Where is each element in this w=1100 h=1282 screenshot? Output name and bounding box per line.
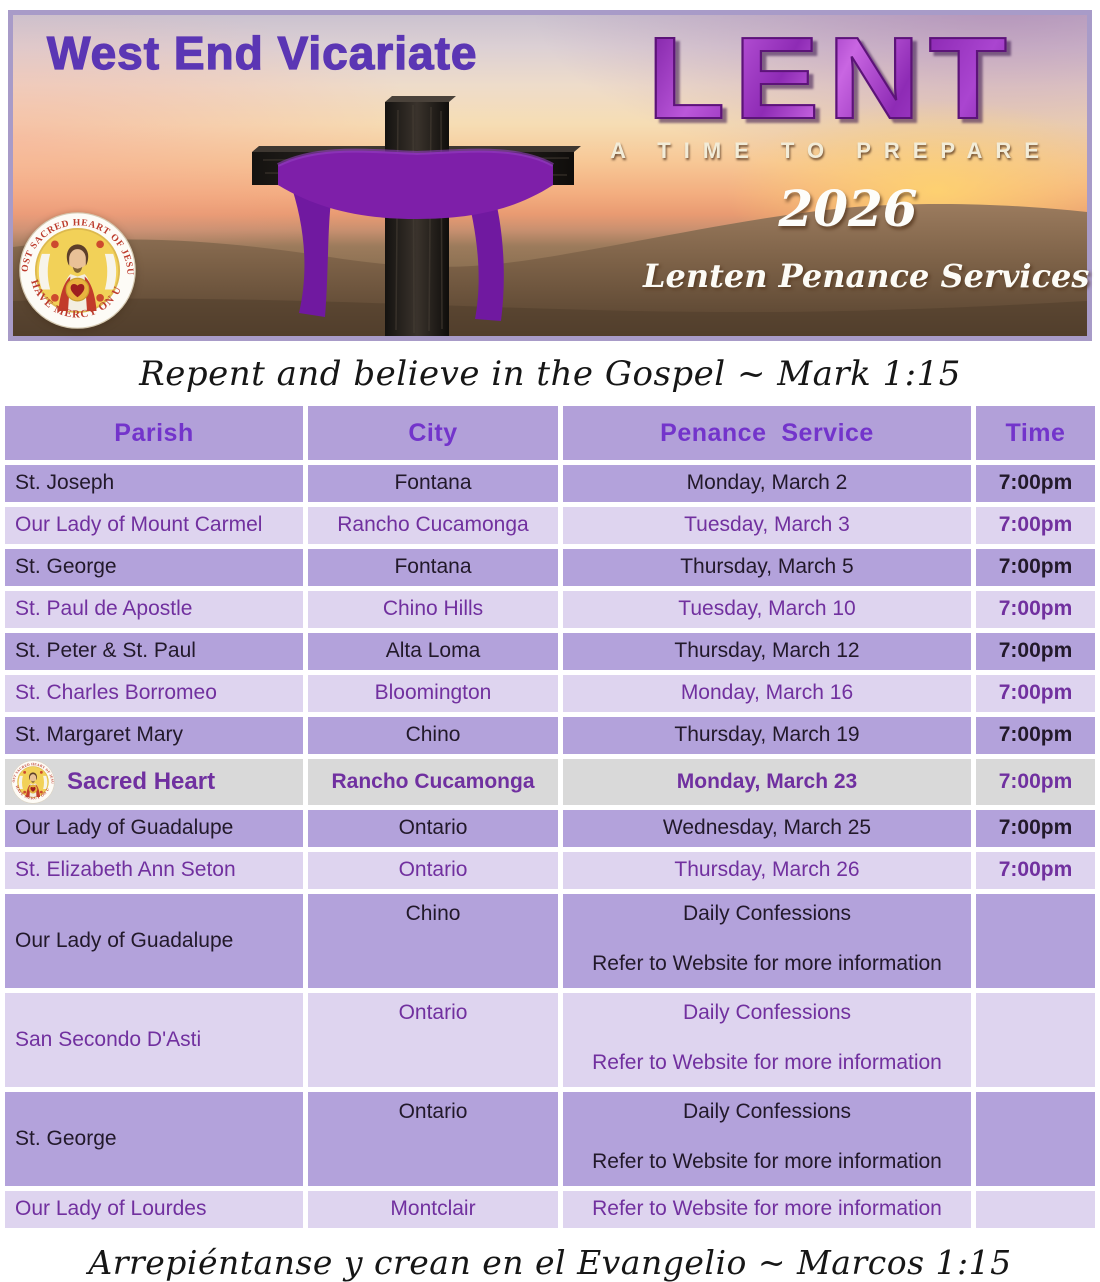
parish-cell [5,894,303,988]
banner-subtitle: Lenten Penance Services [643,257,1090,295]
time-cell: 7:00pm [976,759,1095,805]
time-cell: 7:00pm [976,591,1095,628]
parish-cell [5,810,303,847]
lent-block [575,13,1087,164]
column-header-parish: Parish [5,406,303,460]
flyer-page [0,10,1100,1282]
parish-cell [5,507,303,544]
service-cell [563,1092,971,1186]
city-cell: Ontario [308,810,558,847]
service-line: Monday, March 23 [676,769,858,793]
service-line: Refer to Website for more information [592,1197,942,1221]
service-line: Thursday, March 5 [680,555,854,579]
city-cell: Rancho Cucamonga [308,507,558,544]
column-header-service: Penance Service [563,406,971,460]
parish-name: San Secondo D'Asti [15,1027,202,1051]
parish-name: St. George [15,1126,117,1150]
service-line: Refer to Website for more information [592,1050,942,1074]
sacred-heart-row-icon [11,760,55,804]
city-cell: Montclair [308,1191,558,1228]
parish-cell [5,549,303,586]
parish-cell [5,852,303,889]
service-cell [563,717,971,754]
parish-name: St. Peter & St. Paul [15,639,196,663]
service-line: Monday, March 16 [680,681,854,705]
service-line: Tuesday, March 3 [684,513,850,537]
service-line: Thursday, March 12 [674,639,860,663]
service-cell [563,633,971,670]
time-cell: 7:00pm [976,717,1095,754]
banner-title: West End Vicariate [47,27,478,79]
parish-name: Our Lady of Guadalupe [15,928,234,952]
time-cell: 7:00pm [976,633,1095,670]
parish-cell [5,717,303,754]
parish-cell [5,591,303,628]
parish-cell [5,633,303,670]
service-cell [563,759,971,805]
time-cell [976,993,1095,1087]
service-line: Daily Confessions [682,1100,852,1123]
scripture-quote-spanish: Arrepiéntanse y crean en el Evangelio ~ Marcos 1:15 [88,1243,1012,1282]
parish-name: Our Lady of Mount Carmel [15,513,263,537]
time-cell: 7:00pm [976,675,1095,712]
year-text: 2026 [778,179,918,238]
time-cell: 7:00pm [976,465,1095,502]
lent-tagline: A TIME TO PREPARE [610,138,1052,164]
service-line: Refer to Website for more information [592,1149,942,1173]
service-line: Monday, March 2 [686,471,848,495]
parish-name: Our Lady of Guadalupe [15,816,234,840]
service-cell [563,591,971,628]
service-cell [563,810,971,847]
time-cell [976,1092,1095,1186]
time-cell: 7:00pm [976,549,1095,586]
parish-cell [5,1092,303,1186]
parish-cell [5,465,303,502]
service-cell [563,1191,971,1228]
column-header-time: Time [976,406,1095,460]
city-cell: Ontario [308,1092,558,1186]
scripture-quote-english: Repent and believe in the Gospel ~ Mark 1:15 [139,354,961,394]
city-cell: Rancho Cucamonga [308,759,558,805]
city-cell: Ontario [308,993,558,1087]
parish-name: St. Joseph [15,471,115,495]
time-cell: 7:00pm [976,810,1095,847]
sacred-heart-seal [18,211,137,330]
city-cell: Chino Hills [308,591,558,628]
parish-name: Sacred Heart [67,768,216,796]
time-cell: 7:00pm [976,852,1095,889]
city-cell: Ontario [308,852,558,889]
service-cell [563,993,971,1087]
city-cell: Bloomington [308,675,558,712]
city-cell: Fontana [308,465,558,502]
city-cell: Fontana [308,549,558,586]
service-cell [563,549,971,586]
time-cell [976,1191,1095,1228]
parish-name: St. Margaret Mary [15,723,184,747]
city-cell: Chino [308,717,558,754]
parish-name: St. Paul de Apostle [15,597,193,621]
service-cell [563,465,971,502]
service-cell [563,675,971,712]
service-line: Daily Confessions [682,902,852,925]
service-cell [563,507,971,544]
parish-name: St. George [15,555,117,579]
schedule-table [5,406,1095,1228]
service-line: Refer to Website for more information [592,951,942,975]
parish-cell [5,1191,303,1228]
time-cell [976,894,1095,988]
parish-cell [5,675,303,712]
parish-name: St. Elizabeth Ann Seton [15,858,236,882]
service-cell [563,852,971,889]
parish-name: Our Lady of Lourdes [15,1197,207,1221]
service-cell [563,894,971,988]
banner [8,10,1092,341]
city-cell: Chino [308,894,558,988]
lent-title: LENT [646,13,1016,143]
city-cell: Alta Loma [308,633,558,670]
service-line: Wednesday, March 25 [662,816,872,840]
parish-cell [5,993,303,1087]
parish-name: St. Charles Borromeo [15,681,217,705]
service-line: Daily Confessions [682,1001,852,1024]
service-line: Thursday, March 19 [674,723,860,747]
time-cell: 7:00pm [976,507,1095,544]
parish-cell [5,759,303,805]
service-line: Tuesday, March 10 [678,597,856,621]
column-header-city: City [308,406,558,460]
service-line: Thursday, March 26 [674,858,860,882]
